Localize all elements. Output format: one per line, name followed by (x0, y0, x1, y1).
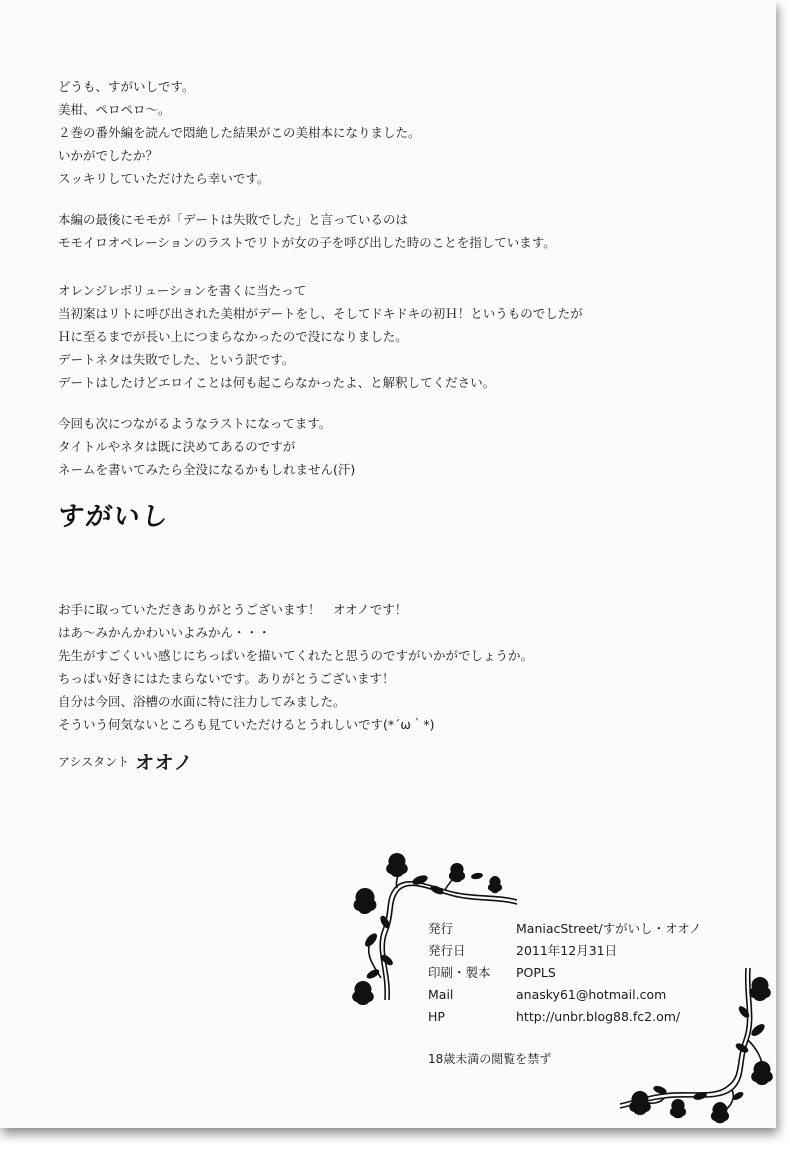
text-line: はあ～みかんかわいいよみかん・・・ (58, 625, 271, 640)
text-line: オレンジレボリューションを書くに当たって (58, 283, 307, 298)
colophon-value: ManiacStreet/すがいし・オオノ (516, 921, 702, 936)
afterword-paragraph-2 (58, 208, 556, 254)
text-line: デートネタは失敗でした、という訳です。 (58, 352, 295, 367)
text-line: ２巻の番外編を読んで悶絶した結果がこの美柑本になりました。 (58, 125, 421, 140)
text-line: 自分は今回、浴槽の水面に特に注力してみました。 (58, 694, 346, 709)
text-line: ネームを書いてみたら全没になるかもしれません(汗) (58, 462, 356, 477)
colophon-key: 発行 (428, 921, 454, 936)
text-line: そういう何気ないところも見ていただけるとうれしいです(*´ω｀*) (58, 717, 435, 732)
assistant-message (58, 598, 533, 736)
text-line: どうも、すがいしです。 (58, 79, 195, 94)
author-signature: すがいし (55, 502, 172, 532)
text-line: デートはしたけどエロイことは何も起こらなかったよ、と解釈してください。 (58, 375, 496, 390)
afterword-paragraph-3 (58, 279, 583, 394)
colophon-key: Mail (428, 987, 454, 1002)
assistant-credit (58, 748, 193, 775)
text-line: Ｈに至るまでが長い上につまらなかったので没になりました。 (58, 329, 408, 344)
text-line: 当初案はリトに呼び出された美柑がデートをし、そしてドキドキの初Ｈ！というものでしたが (58, 306, 583, 321)
text-line: 今回も次につながるようなラストになってます。 (58, 416, 332, 431)
text-line: ちっぱい好きにはたまらないです。ありがとうございます！ (58, 671, 395, 686)
colophon-key: 印刷・製本 (428, 965, 491, 980)
colophon-value: anasky61@hotmail.com (516, 987, 667, 1002)
text-line: 美柑、ペロペロ～。 (58, 102, 171, 117)
floral-vine-corner-icon (620, 968, 776, 1128)
text-line: 先生がすごくいい感じにちっぱいを描いてくれたと思うのですがいかがでしょうか。 (58, 648, 534, 663)
afterword-paragraph-4 (58, 412, 355, 481)
colophon-row (428, 918, 756, 940)
age-restriction-notice: 18歳未満の閲覧を禁ず (428, 1052, 552, 1066)
colophon-value: http://unbr.blog88.fc2.om/ (516, 1009, 681, 1024)
afterword-paragraph-1 (58, 75, 421, 190)
text-line: 本編の最後にモモが「デートは失敗でした」と言っているのは (58, 212, 409, 227)
text-line: モモイロオペレーションのラストでリトが女の子を呼び出した時のことを指しています。 (58, 235, 556, 250)
text-line: タイトルやネタは既に決めてあるのですが (58, 439, 296, 454)
colophon-value: POPLS (516, 965, 556, 980)
colophon-value: 2011年12月31日 (516, 943, 618, 958)
colophon-row (428, 940, 756, 962)
text-line: お手に取っていただきありがとうございます！ オオノです！ (58, 602, 408, 617)
assistant-signature: オオノ (135, 752, 194, 774)
assistant-role-label: アシスタント (58, 755, 130, 769)
text-line: いかがでしたか？ (58, 148, 159, 163)
colophon-key: HP (428, 1009, 445, 1024)
text-line: スッキリしていただけたら幸いです。 (58, 171, 270, 186)
colophon-key: 発行日 (428, 943, 466, 958)
